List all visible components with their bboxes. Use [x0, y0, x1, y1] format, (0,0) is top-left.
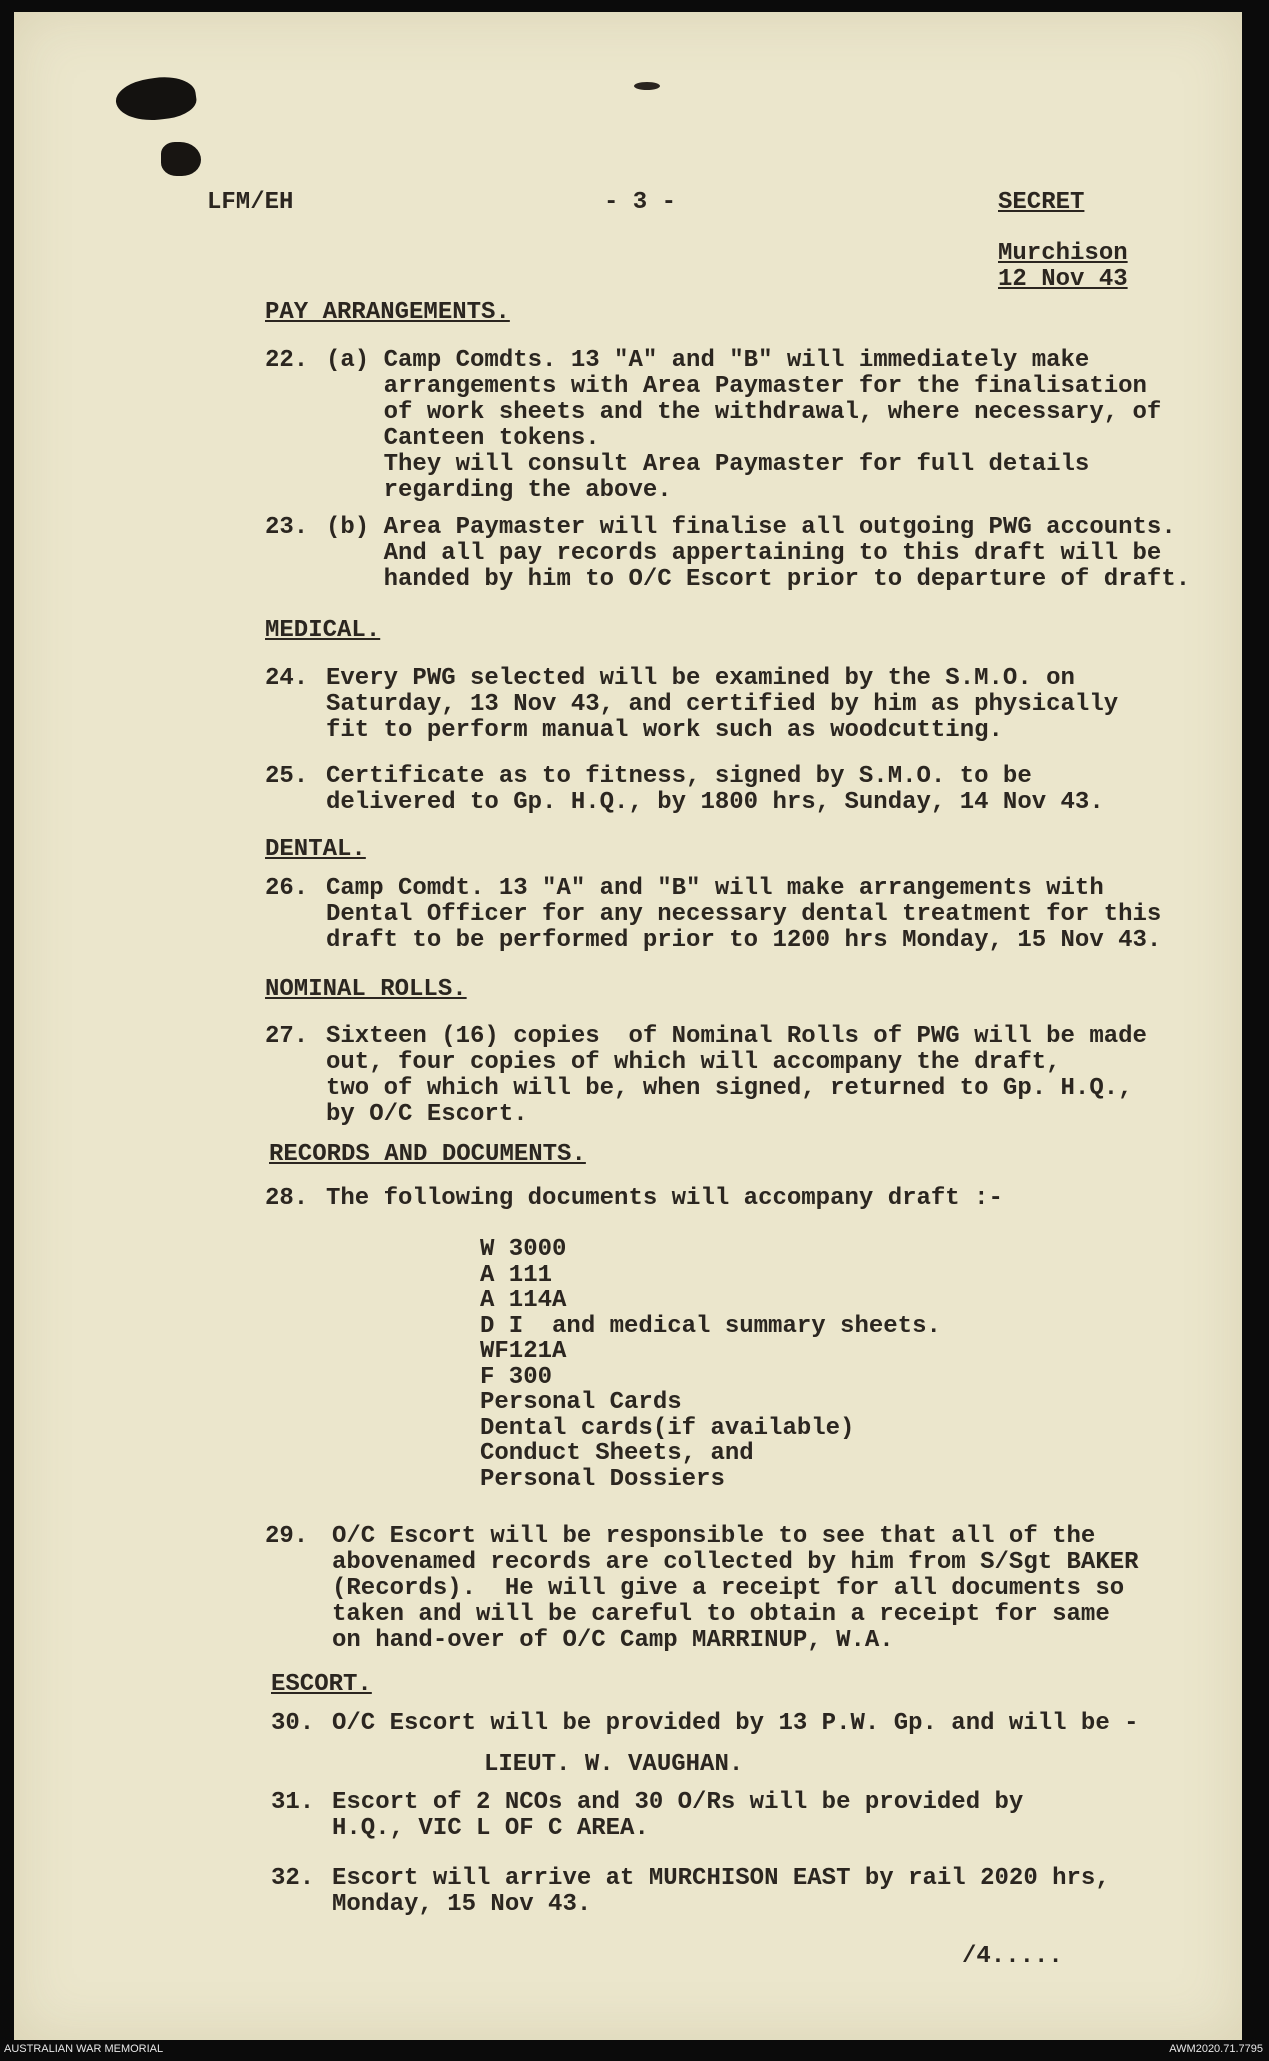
date-stamp: 12 Nov 43 — [998, 266, 1128, 293]
para-22-line: of work sheets and the withdrawal, where necessary, of — [326, 399, 1162, 426]
para-25-number: 25. — [265, 763, 309, 790]
section-heading-records: RECORDS AND DOCUMENTS. — [269, 1141, 586, 1168]
para-27-number: 27. — [265, 1023, 309, 1050]
para-26-line: Dental Officer for any necessary dental treatment for this — [326, 901, 1162, 928]
document-item: W 3000 — [480, 1236, 567, 1263]
para-32-number: 32. — [271, 1865, 315, 1892]
para-30 — [332, 1711, 1139, 1737]
para-31-line: H.Q., VIC L OF C AREA. — [332, 1815, 649, 1842]
para-25 — [326, 764, 1104, 816]
para-24-number: 24. — [265, 665, 309, 692]
para-29-line: taken and will be careful to obtain a receipt for same — [332, 1601, 1110, 1628]
document-item: Dental cards(if available) — [480, 1414, 855, 1442]
para-25-line: delivered to Gp. H.Q., by 1800 hrs, Sunday, 14 Nov 43. — [326, 789, 1104, 816]
footer-institution: AUSTRALIAN WAR MEMORIAL — [4, 2043, 164, 2055]
para-28-line: The following documents will accompany draft :- — [326, 1185, 1003, 1212]
para-22-line: They will consult Area Paymaster for full details — [326, 451, 1090, 478]
para-31-number: 31. — [271, 1789, 315, 1816]
section-heading-dental: DENTAL. — [265, 836, 366, 863]
document-item: Conduct Sheets, and — [480, 1440, 754, 1467]
para-23-number: 23. — [265, 514, 309, 541]
para-22-number: 22. — [265, 347, 309, 374]
section-heading-nominal-rolls: NOMINAL ROLLS. — [265, 976, 467, 1003]
document-item: F 300 — [480, 1363, 553, 1391]
document-item: Personal Cards — [480, 1389, 682, 1416]
page-number: - 3 - — [604, 189, 677, 216]
section-heading-medical: MEDICAL. — [265, 617, 381, 644]
para-26-line: Camp Comdt. 13 "A" and "B" will make arrangements with — [326, 875, 1104, 902]
para-23 — [326, 515, 1190, 593]
reference-code: LFM/EH — [207, 189, 294, 216]
location-stamp: Murchison — [998, 240, 1128, 267]
continuation-marker: /4..... — [962, 1943, 1063, 1970]
document-item: Personal Dossiers — [480, 1465, 725, 1493]
section-heading-pay: PAY ARRANGEMENTS. — [265, 299, 510, 326]
para-22-line: Canteen tokens. — [326, 425, 600, 452]
para-29-number: 29. — [265, 1523, 309, 1550]
footer-accession-number: AWM2020.71.7795 — [1169, 2043, 1263, 2055]
para-23-line: handed by him to O/C Escort prior to departure of draft. — [326, 566, 1191, 593]
ink-blot — [113, 73, 198, 126]
para-30-line: O/C Escort will be provided by 13 P.W. Gp. and will be - — [332, 1710, 1139, 1737]
para-24 — [326, 666, 1118, 744]
para-26 — [326, 876, 1161, 954]
para-27-line: out, four copies of which will accompany the draft, — [326, 1049, 1061, 1076]
para-22-line: (a) Camp Comdts. 13 "A" and "B" will immediately make — [326, 347, 1090, 374]
para-29-line: abovenamed records are collected by him from S/Sgt BAKER — [332, 1549, 1139, 1576]
para-32 — [332, 1866, 1110, 1918]
para-29 — [332, 1524, 1139, 1654]
document-item: D I and medical summary sheets. — [480, 1312, 941, 1340]
para-23-line: And all pay records appertaining to this draft will be — [326, 540, 1162, 567]
para-28-number: 28. — [265, 1185, 309, 1212]
para-29-line: (Records). He will give a receipt for all documents so — [332, 1575, 1125, 1602]
para-30-number: 30. — [271, 1710, 315, 1737]
para-26-line: draft to be performed prior to 1200 hrs Monday, 15 Nov 43. — [326, 927, 1162, 954]
escort-officer-name: LIEUT. W. VAUGHAN. — [484, 1751, 744, 1778]
para-23-line: (b) Area Paymaster will finalise all outgoing PWG accounts. — [326, 514, 1176, 541]
para-24-line: Every PWG selected will be examined by the S.M.O. on — [326, 665, 1075, 692]
para-31 — [332, 1790, 1023, 1842]
para-27-line: by O/C Escort. — [326, 1101, 528, 1128]
ink-blot — [161, 142, 201, 176]
section-heading-escort: ESCORT. — [271, 1671, 372, 1698]
para-27-line: two of which will be, when signed, returned to Gp. H.Q., — [326, 1075, 1133, 1102]
para-32-line: Escort will arrive at MURCHISON EAST by rail 2020 hrs, — [332, 1865, 1110, 1892]
para-24-line: fit to perform manual work such as woodcutting. — [326, 717, 1003, 744]
para-24-line: Saturday, 13 Nov 43, and certified by him as physically — [326, 691, 1119, 718]
para-22 — [326, 348, 1161, 504]
para-27-line: Sixteen (16) copies of Nominal Rolls of PWG will be made — [326, 1023, 1147, 1050]
para-32-line: Monday, 15 Nov 43. — [332, 1891, 592, 1918]
classification-label: SECRET — [998, 189, 1085, 216]
para-22-line: regarding the above. — [326, 477, 672, 504]
para-25-line: Certificate as to fitness, signed by S.M.O. to be — [326, 763, 1032, 790]
document-page — [14, 12, 1242, 2040]
para-31-line: Escort of 2 NCOs and 30 O/Rs will be provided by — [332, 1789, 1024, 1816]
document-item: A 114A — [480, 1287, 567, 1314]
para-26-number: 26. — [265, 875, 309, 902]
ink-mark — [634, 82, 660, 90]
document-item: WF121A — [480, 1338, 567, 1365]
para-29-line: on hand-over of O/C Camp MARRINUP, W.A. — [332, 1627, 894, 1654]
document-item: A 111 — [480, 1261, 553, 1289]
para-28 — [326, 1186, 1003, 1212]
para-27 — [326, 1024, 1147, 1128]
para-29-line: O/C Escort will be responsible to see that all of the — [332, 1523, 1096, 1550]
para-22-line: arrangements with Area Paymaster for the finalisation — [326, 373, 1147, 400]
document-list — [480, 1237, 941, 1492]
